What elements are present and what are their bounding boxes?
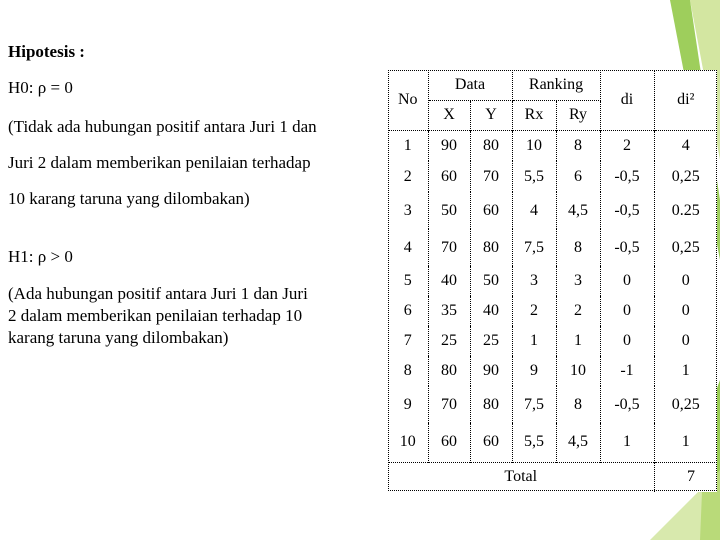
cell-di2: 0 bbox=[681, 332, 690, 349]
cell-di: 0 bbox=[600, 326, 654, 356]
header-y: Y bbox=[470, 100, 512, 130]
cell-ry: 4,5 bbox=[556, 423, 600, 462]
cell-no: 7 bbox=[388, 326, 428, 356]
cell-x: 90 bbox=[428, 130, 470, 161]
table-row bbox=[388, 423, 717, 462]
cell-di2: 0 bbox=[681, 302, 690, 319]
cell-x: 60 bbox=[428, 423, 470, 462]
header-data: Data bbox=[428, 70, 512, 100]
total-label: Total bbox=[388, 462, 654, 492]
h0-desc-line: (Tidak ada hubungan positif antara Juri 1 dan bbox=[8, 117, 317, 136]
h1-desc-line: karang taruna yang dilombakan) bbox=[8, 328, 229, 347]
cell-no: 6 bbox=[388, 296, 428, 326]
cell-y: 25 bbox=[470, 326, 512, 356]
cell-di2: 4 bbox=[654, 130, 717, 161]
cell-x: 80 bbox=[428, 356, 470, 386]
h0-description bbox=[8, 109, 388, 217]
header-rx: Rx bbox=[512, 100, 556, 130]
cell-rx: 10 bbox=[512, 130, 556, 161]
cell-y: 60 bbox=[470, 423, 512, 462]
h1-label: H1: ρ > 0 bbox=[8, 247, 73, 266]
table-row bbox=[388, 296, 717, 326]
cell-rx: 4 bbox=[512, 192, 556, 229]
cell-di2: 0,25 bbox=[671, 167, 700, 185]
cell-x: 40 bbox=[428, 266, 470, 296]
table-row bbox=[388, 326, 717, 356]
cell-no: 5 bbox=[388, 266, 428, 296]
cell-ry: 6 bbox=[556, 161, 600, 192]
header-ranking: Ranking bbox=[512, 70, 600, 100]
cell-rx: 2 bbox=[512, 296, 556, 326]
cell-di: 2 bbox=[600, 130, 654, 161]
cell-di2: 1 bbox=[681, 433, 690, 451]
table-row bbox=[388, 386, 717, 423]
cell-ry: 3 bbox=[556, 266, 600, 296]
cell-di: 1 bbox=[600, 423, 654, 462]
table-row bbox=[388, 266, 717, 296]
cell-di2: 0,25 bbox=[671, 238, 700, 256]
table-row bbox=[388, 192, 717, 229]
cell-ry: 8 bbox=[556, 386, 600, 423]
h1-description bbox=[8, 283, 388, 349]
cell-rx: 3 bbox=[512, 266, 556, 296]
cell-no: 9 bbox=[388, 386, 428, 423]
cell-y: 80 bbox=[470, 229, 512, 266]
cell-ry: 8 bbox=[556, 229, 600, 266]
cell-y: 80 bbox=[470, 130, 512, 161]
cell-x: 50 bbox=[428, 192, 470, 229]
cell-no: 3 bbox=[388, 192, 428, 229]
cell-di2: 1 bbox=[681, 362, 690, 379]
cell-ry: 8 bbox=[556, 130, 600, 161]
h1-desc-line: 2 dalam memberikan penilaian terhadap 10 bbox=[8, 306, 303, 325]
cell-x: 60 bbox=[428, 161, 470, 192]
cell-rx: 1 bbox=[512, 326, 556, 356]
h0-desc-line: Juri 2 dalam memberikan penilaian terhadap bbox=[8, 153, 311, 172]
cell-y: 80 bbox=[470, 386, 512, 423]
cell-di2: 0,25 bbox=[671, 395, 700, 413]
table-row bbox=[388, 161, 717, 192]
cell-x: 70 bbox=[428, 386, 470, 423]
cell-di: -0,5 bbox=[600, 229, 654, 266]
total-value: 7 bbox=[654, 462, 717, 492]
table-row bbox=[388, 356, 717, 386]
ranking-table bbox=[388, 70, 717, 492]
cell-di: -0,5 bbox=[600, 386, 654, 423]
cell-rx: 7,5 bbox=[512, 229, 556, 266]
cell-x: 35 bbox=[428, 296, 470, 326]
cell-rx: 9 bbox=[512, 356, 556, 386]
cell-no: 10 bbox=[388, 423, 428, 462]
header-x: X bbox=[428, 100, 470, 130]
h0-desc-line: 10 karang taruna yang dilombakan) bbox=[8, 189, 250, 208]
cell-di: -1 bbox=[600, 356, 654, 386]
cell-x: 70 bbox=[428, 229, 470, 266]
cell-y: 60 bbox=[470, 192, 512, 229]
cell-no: 8 bbox=[388, 356, 428, 386]
cell-ry: 1 bbox=[556, 326, 600, 356]
h1-desc-line: (Ada hubungan positif antara Juri 1 dan Juri bbox=[8, 284, 308, 303]
cell-di: -0,5 bbox=[600, 161, 654, 192]
table-row bbox=[388, 130, 717, 161]
cell-no: 1 bbox=[388, 130, 428, 161]
cell-di2: 0 bbox=[681, 272, 690, 289]
header-no: No bbox=[388, 70, 428, 130]
cell-ry: 2 bbox=[556, 296, 600, 326]
cell-no: 4 bbox=[388, 229, 428, 266]
cell-rx: 7,5 bbox=[512, 386, 556, 423]
header-ry: Ry bbox=[556, 100, 600, 130]
header-di: di bbox=[600, 70, 654, 130]
cell-ry: 4,5 bbox=[556, 192, 600, 229]
cell-di: 0 bbox=[600, 266, 654, 296]
cell-di2: 0.25 bbox=[671, 201, 700, 219]
table-row bbox=[388, 229, 717, 266]
cell-y: 90 bbox=[470, 356, 512, 386]
header-di2: di² bbox=[677, 90, 695, 108]
cell-y: 40 bbox=[470, 296, 512, 326]
cell-di: -0,5 bbox=[600, 192, 654, 229]
cell-rx: 5,5 bbox=[512, 161, 556, 192]
page-title: Hipotesis : bbox=[8, 42, 85, 61]
cell-no: 2 bbox=[388, 161, 428, 192]
h0-label: H0: ρ = 0 bbox=[8, 78, 73, 97]
cell-ry: 10 bbox=[556, 356, 600, 386]
table-body bbox=[388, 130, 717, 462]
cell-y: 70 bbox=[470, 161, 512, 192]
cell-x: 25 bbox=[428, 326, 470, 356]
cell-y: 50 bbox=[470, 266, 512, 296]
cell-rx: 5,5 bbox=[512, 423, 556, 462]
cell-di: 0 bbox=[600, 296, 654, 326]
